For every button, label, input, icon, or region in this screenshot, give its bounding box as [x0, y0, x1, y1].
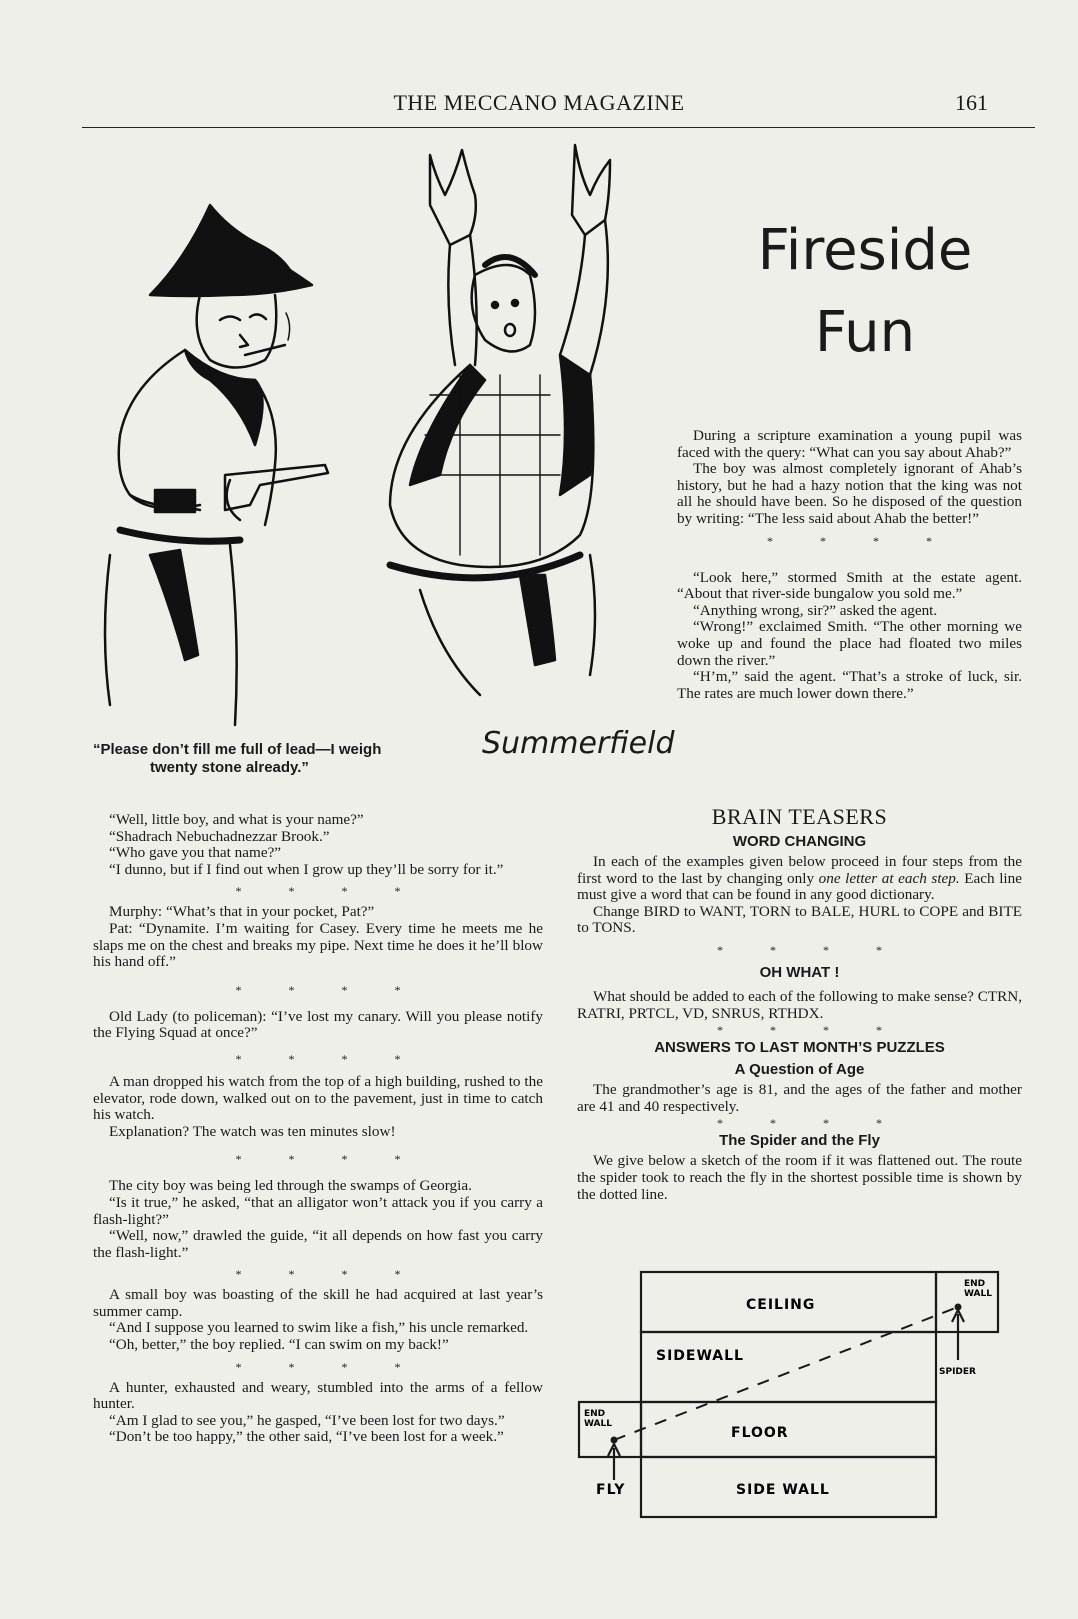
answers-heading: ANSWERS TO LAST MONTH’S PUZZLES: [654, 1039, 945, 1057]
name-joke-line-1: “Well, little boy, and what is your name?”: [109, 811, 364, 828]
name-joke-line-3: “Who gave you that name?”: [109, 844, 282, 862]
star-separator: * * * *: [717, 1116, 904, 1131]
feature-title-line1: Fireside: [757, 218, 973, 283]
name-joke-line-2: “Shadrach Nebuchadnezzar Brook.”: [109, 827, 330, 845]
bungalow-paragraph-2: “Anything wrong, sir?” asked the agent.: [693, 601, 938, 619]
spider-heading: The Spider and the Fly: [719, 1132, 880, 1150]
murphy-joke-line-1: Murphy: “What’s that in your pocket, Pat?”: [109, 903, 375, 921]
end-wall-left-label-2: WALL: [584, 1419, 612, 1429]
end-wall-right-label-2: WALL: [964, 1289, 992, 1299]
magazine-title: THE MECCANO MAGAZINE: [393, 90, 685, 115]
end-wall-left-label-1: END: [584, 1409, 606, 1419]
hunter-joke-line-1: A hunter, exhausted and weary, stumbled into the arms of a fellow hunter.: [93, 1378, 543, 1413]
revolver: [225, 465, 328, 510]
star-separator: * * * *: [235, 884, 423, 899]
camp-joke-line-3: “Oh, better,” the boy replied. “I can swim on my back!”: [109, 1336, 449, 1354]
alligator-joke-line-3: “Well, now,” drawled the guide, “it all depends on how fast you carry the flash-light.”: [93, 1227, 543, 1261]
brain-teasers-heading: BRAIN TEASERS: [711, 804, 888, 829]
bungalow-paragraph-4: “H’m,” said the agent. “That’s a stroke of luck, sir. The rates are much lower down there.”: [677, 668, 1022, 702]
side-wall-top-panel: [641, 1332, 936, 1402]
side-wall-bottom-label: SIDE WALL: [736, 1482, 830, 1498]
bungalow-paragraph-1: “Look here,” stormed Smith at the estate agent. “About that river-side bungalow you sold me.”: [677, 568, 1022, 603]
ahab-paragraph-2: The boy was almost completely ignorant of Ahab’s history, but he had a hazy notion that the king was not all he should have been. So he disposed of the question by writing: “The less said about Ahab the better!”: [677, 460, 1022, 527]
cowboy-cartoon-illustration: [90, 135, 650, 735]
spider-dot: [955, 1304, 962, 1311]
word-changing-paragraph-1: [577, 854, 1022, 904]
ahab-paragraph-1: During a scripture examination a young pupil was faced with the query: “What can you say about Ahab?”: [677, 427, 1022, 461]
star-separator: * * * *: [235, 1267, 423, 1282]
right-column-top: [677, 428, 1022, 702]
cartoon-caption: [93, 741, 473, 777]
left-column-jokes: [93, 812, 543, 1446]
artist-signature: Summerfield: [482, 726, 675, 761]
name-joke-line-4: “I dunno, but if I find out when I grow up they’ll be sorry for it.”: [109, 860, 504, 878]
page-number: 161: [955, 90, 988, 115]
bungalow-paragraph-3: “Wrong!” exclaimed Smith. “The other morning we woke up and found the place had floated two miles down the river.”: [677, 618, 1022, 669]
oh-what-heading: OH WHAT !: [759, 963, 840, 981]
fly-arrow: [608, 1444, 620, 1480]
spider-fly-room-diagram: [566, 1262, 1021, 1532]
watch-joke-line-2: Explanation? The watch was ten minutes slow!: [109, 1122, 396, 1140]
star-separator: * * * *: [235, 1359, 423, 1374]
hunter-joke-line-3: “Don’t be too happy,” the other said, “I’ve been lost for a week.”: [109, 1428, 504, 1446]
header-rule: [82, 127, 1035, 128]
holster: [150, 550, 198, 660]
word-changing-emphasis: one letter at each step.: [818, 869, 960, 887]
hunter-joke-line-2: “Am I glad to see you,” he gasped, “I’ve been lost for two days.”: [109, 1411, 505, 1429]
star-separator: * * * *: [767, 533, 954, 548]
shortest-route-dotted-line: [614, 1307, 958, 1440]
fly-dot: [611, 1437, 618, 1444]
oh-what-paragraph: What should be added to each of the following to make sense? CTRN, RATRI, PRTCL, VD, SNRUS, RTHDX.: [577, 987, 1022, 1022]
alligator-joke-line-1: The city boy was being led through the swamps of Georgia.: [109, 1177, 472, 1195]
word-changing-paragraph-2: Change BIRD to WANT, TORN to BALE, HURL to COPE and BITE to TONS.: [577, 902, 1022, 937]
spider-label: SPIDER: [939, 1367, 976, 1377]
star-separator: * * * *: [235, 1152, 423, 1167]
side-wall-top-label: SIDEWALL: [656, 1348, 744, 1364]
feature-title: [700, 210, 1030, 374]
star-separator: * * * *: [717, 942, 904, 957]
spider-arrow: [952, 1310, 964, 1360]
age-answer-paragraph: The grandmother’s age is 81, and the ages of the father and mother are 41 and 40 respectively.: [577, 1081, 1022, 1115]
spider-answer-paragraph: We give below a sketch of the room if it was flattened out. The route the spider took to reach the fly in the shortest possible time is shown by the dotted line.: [577, 1152, 1022, 1203]
caption-line-1: “Please don’t fill me full of lead—I weigh: [93, 741, 382, 758]
cowboy-hat: [150, 205, 312, 296]
star-separator: * * * *: [235, 982, 423, 997]
alligator-joke-line-2: “Is it true,” he asked, “that an alligator won’t attack you if you carry a flash-light?”: [93, 1193, 543, 1228]
ceiling-label: CEILING: [746, 1297, 816, 1313]
watch-joke-line-1: A man dropped his watch from the top of a high building, rushed to the elevator, rode down, walked out on to the pavement, just in time to catch his watch.: [93, 1072, 543, 1124]
brain-teasers-section: [577, 804, 1022, 1203]
word-changing-text-a: In each of the examples given below proceed in four steps from the first word to the last by changing only: [577, 853, 1022, 887]
vest: [410, 365, 485, 485]
canary-joke: Old Lady (to policeman): “I’ve lost my canary. Will you please notify the Flying Squad at once?”: [93, 1007, 543, 1042]
floor-label: FLOOR: [731, 1425, 789, 1441]
end-wall-right-label-1: END: [964, 1279, 986, 1289]
word-changing-text-b: Each line must give a word that can be found in any good dictionary.: [577, 869, 1022, 904]
camp-joke-line-2: “And I suppose you learned to swim like a fish,” his uncle remarked.: [109, 1319, 529, 1337]
star-separator: * * * *: [235, 1051, 423, 1066]
camp-joke-line-1: A small boy was boasting of the skill he had acquired at last year’s summer camp.: [93, 1286, 543, 1320]
fly-label: FLY: [596, 1482, 626, 1498]
word-changing-heading: WORD CHANGING: [732, 833, 867, 850]
murphy-joke-line-2: Pat: “Dynamite. I’m waiting for Casey. Every time he meets me he slaps me on the chest and breaks my pipe. Next time he does it he’ll blow his hand off.”: [93, 919, 543, 971]
age-heading: A Question of Age: [734, 1061, 865, 1079]
feature-title-line2: Fun: [814, 300, 916, 365]
caption-line-2: twenty stone already.”: [150, 759, 309, 776]
star-separator: * * * *: [717, 1023, 904, 1038]
